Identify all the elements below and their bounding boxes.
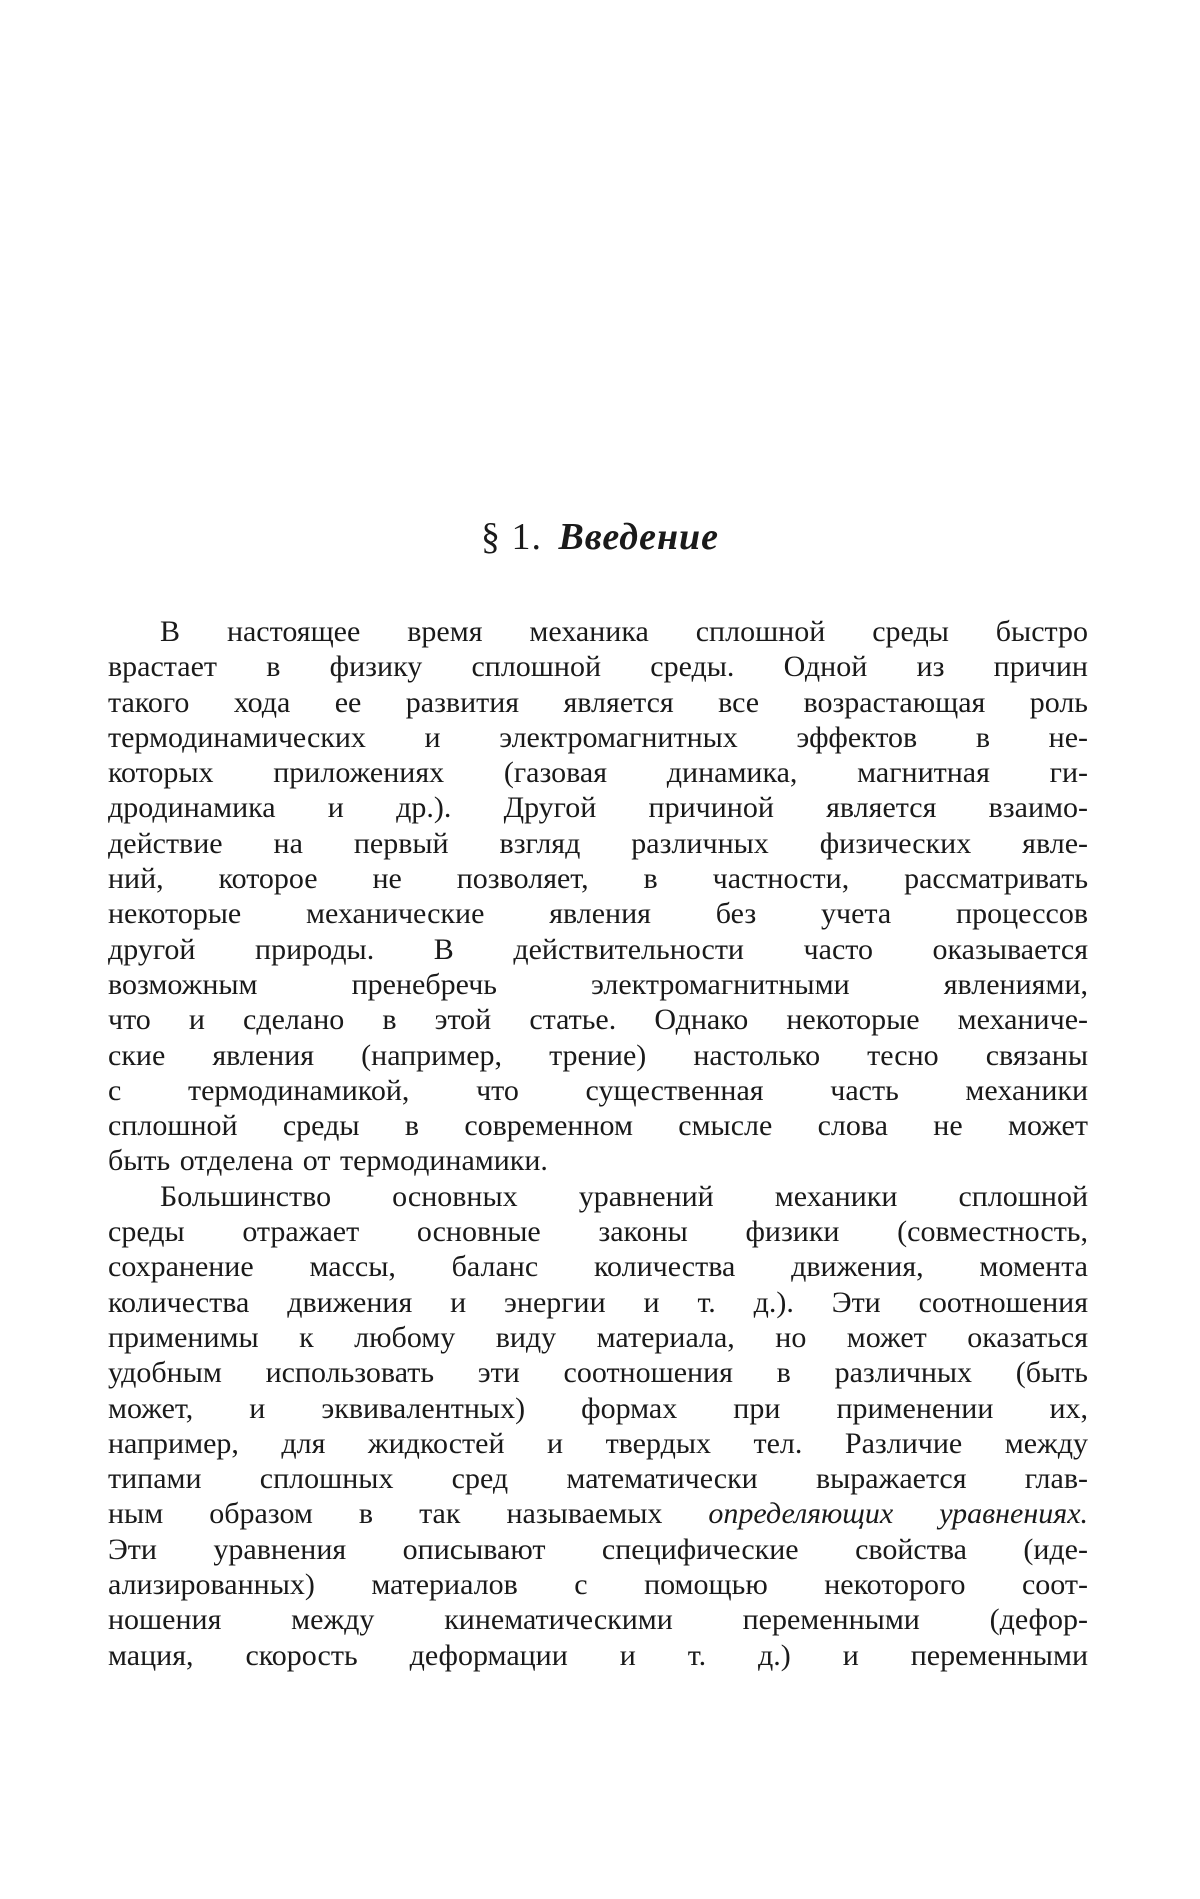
text-line: удобным использовать эти соотношения в различных (быть bbox=[108, 1355, 1088, 1390]
section-number: § 1. bbox=[481, 516, 542, 558]
text-line: В настоящее время механика сплошной среды быстро bbox=[108, 614, 1088, 649]
text-line: такого хода ее развития является все возрастающая роль bbox=[108, 685, 1088, 720]
text-segment: ным образом в так называемых bbox=[108, 1497, 708, 1530]
text-line: среды отражает основные законы физики (совместность, bbox=[108, 1214, 1088, 1249]
text-line: Большинство основных уравнений механики сплошной bbox=[108, 1179, 1088, 1214]
document-page bbox=[0, 0, 1200, 1899]
text-line: что и сделано в этой статье. Однако некоторые механиче- bbox=[108, 1002, 1088, 1037]
text-line: ношения между кинематическими переменными (дефор- bbox=[108, 1602, 1088, 1637]
text-line: врастает в физику сплошной среды. Одной из причин bbox=[108, 649, 1088, 684]
text-line: ализированных) материалов с помощью некоторого соот- bbox=[108, 1567, 1088, 1602]
text-line: с термодинамикой, что существенная часть механики bbox=[108, 1073, 1088, 1108]
text-line: например, для жидкостей и твердых тел. Различие между bbox=[108, 1426, 1088, 1461]
text-line: ний, которое не позволяет, в частности, рассматривать bbox=[108, 861, 1088, 896]
text-line: типами сплошных сред математически выражается глав- bbox=[108, 1461, 1088, 1496]
text-line: сплошной среды в современном смысле слова не может bbox=[108, 1108, 1088, 1143]
text-line-with-emphasis bbox=[108, 1496, 1088, 1531]
body-text bbox=[108, 614, 1088, 1673]
text-line: мация, скорость деформации и т. д.) и переменными bbox=[108, 1638, 1088, 1673]
text-line: Эти уравнения описывают специфические свойства (иде- bbox=[108, 1532, 1088, 1567]
text-line: применимы к любому виду материала, но может оказаться bbox=[108, 1320, 1088, 1355]
text-line: которых приложениях (газовая динамика, магнитная ги- bbox=[108, 755, 1088, 790]
text-line: некоторые механические явления без учета процессов bbox=[108, 896, 1088, 931]
text-line: действие на первый взгляд различных физических явле- bbox=[108, 826, 1088, 861]
text-line: термодинамических и электромагнитных эффектов в не- bbox=[108, 720, 1088, 755]
text-line: быть отделена от термодинамики. bbox=[108, 1143, 1088, 1178]
text-line: количества движения и энергии и т. д.). Эти соотношения bbox=[108, 1285, 1088, 1320]
section-title: Введение bbox=[558, 516, 719, 558]
section-heading bbox=[0, 515, 1200, 559]
text-line: сохранение массы, баланс количества движения, момента bbox=[108, 1249, 1088, 1284]
text-line: дродинамика и др.). Другой причиной является взаимо- bbox=[108, 790, 1088, 825]
text-line: ские явления (например, трение) настолько тесно связаны bbox=[108, 1038, 1088, 1073]
text-line: возможным пренебречь электромагнитными явлениями, bbox=[108, 967, 1088, 1002]
text-line: может, и эквивалентных) формах при применении их, bbox=[108, 1391, 1088, 1426]
emphasized-term: определяющих уравнениях. bbox=[708, 1497, 1088, 1530]
text-line: другой природы. В действительности часто оказывается bbox=[108, 932, 1088, 967]
